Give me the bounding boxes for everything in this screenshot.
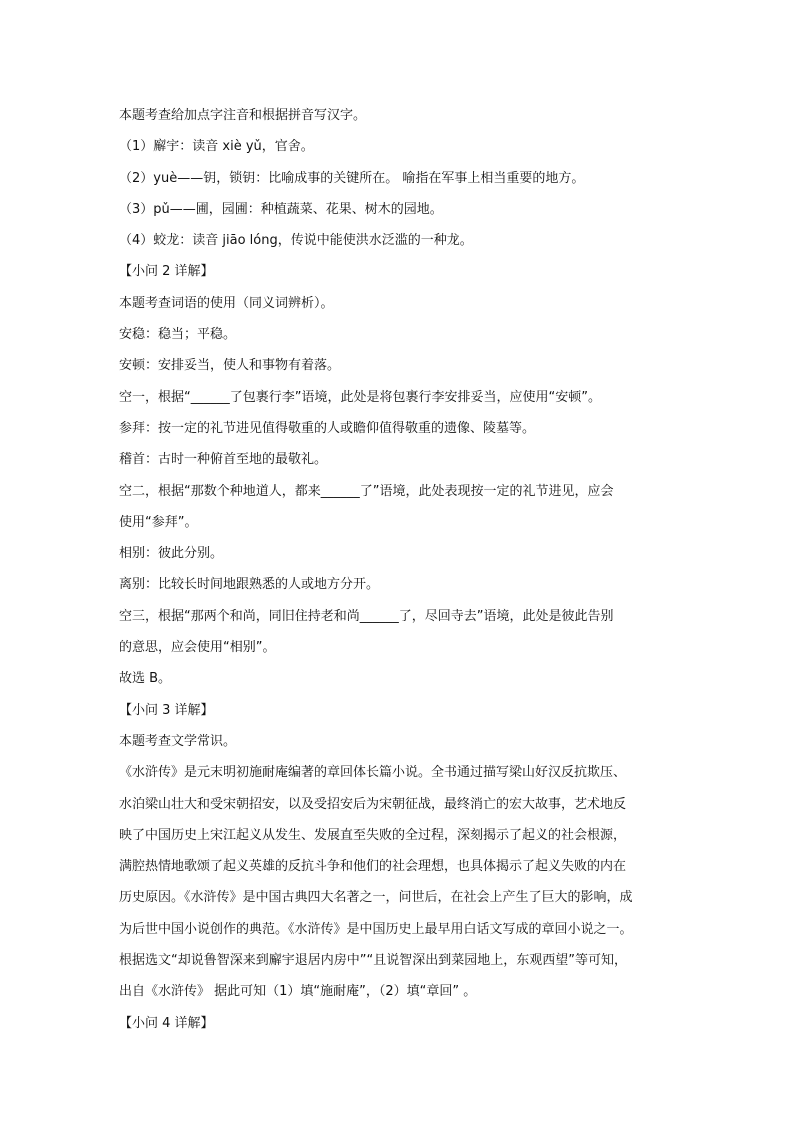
- text-line: 的意思，应会使用“相别”。: [119, 640, 276, 656]
- text-line: 《水浒传》是元末明初施耐庵编著的章回体长篇小说。全书通过描写梁山好汉反抗欺压、: [119, 765, 627, 781]
- text-line: （1）廨宇：读音 xiè yǔ，官舍。: [119, 139, 314, 155]
- text-line: 为后世中国小说创作的典范。《水浒传》是中国历史上最早用白话文写成的章回小说之一。: [119, 921, 633, 937]
- section-heading: 【小问 2 详解】: [119, 264, 214, 280]
- text-line: （2）yuè——钥，锁钥：比喻成事的关键所在。 喻指在军事上相当重要的地方。: [119, 170, 585, 186]
- text-line: 稽首：古时一种俯首至地的最敬礼。: [119, 452, 328, 468]
- text-line: 空三，根据“那两个和尚，同旧住持老和尚______了，尽回寺去”语境，此处是彼此告别: [119, 608, 614, 624]
- text-line: 本题考查词语的使用（同义词辨析）。: [119, 295, 334, 311]
- text-line: 离别：比较长时间地跟熟悉的人或地方分开。: [119, 577, 380, 593]
- text-line: 根据选文“却说鲁智深来到廨宇退居内房中”“且说智深出到菜园地上，东观西望”等可知，: [119, 953, 627, 969]
- text-line: 本题考查给加点字注音和根据拼音写汉字。: [119, 108, 367, 123]
- text-line: 本题考查文学常识。: [119, 733, 237, 749]
- text-line: 满腔热情地歌颂了起义英雄的反抗斗争和他们的社会理想，也具体揭示了起义失败的内在: [119, 859, 627, 875]
- text-line: 水泊梁山壮大和受宋朝招安，以及受招安后为宋朝征战，最终消亡的宏大故事，艺术地反: [119, 796, 627, 812]
- text-line: 历史原因。《水浒传》是中国古典四大名著之一，问世后，在社会上产生了巨大的影响，成: [119, 890, 633, 906]
- document-body: [119, 100, 689, 1039]
- section-heading: 【小问 3 详解】: [119, 702, 214, 718]
- text-line: 空一，根据“______了包裹行李”语境，此处是将包裹行李安排妥当，应使用“安顿”。: [119, 389, 601, 405]
- text-line: 出自《水浒传》 据此可知（1）填“施耐庵”，（2）填“章回” 。: [119, 984, 477, 1000]
- text-line: 安顿：安排妥当，使人和事物有着落。: [119, 358, 341, 374]
- text-line: 参拜：按一定的礼节进见值得敬重的人或瞻仰值得敬重的遗像、陵墓等。: [119, 420, 536, 436]
- text-line: 空二，根据“那数个种地道人，都来______了”语境，此处表现按一定的礼节进见，应会: [119, 483, 614, 499]
- text-line: 安稳：稳当；平稳。: [119, 327, 237, 343]
- text-line: 相别：彼此分别。: [119, 546, 224, 562]
- text-line: （3）pǔ——圃，园圃：种植蔬菜、花果、树木的园地。: [119, 201, 443, 217]
- text-line: 故选 B。: [119, 671, 172, 687]
- text-line: 映了中国历史上宋江起义从发生、发展直至失败的全过程，深刻揭示了起义的社会根源，: [119, 827, 627, 843]
- text-line: （4）蛟龙：读音 jiāo lóng，传说中能使洪水泛滥的一种龙。: [119, 233, 473, 249]
- text-line: 使用“参拜”。: [119, 514, 198, 530]
- section-heading: 【小问 4 详解】: [119, 1015, 214, 1031]
